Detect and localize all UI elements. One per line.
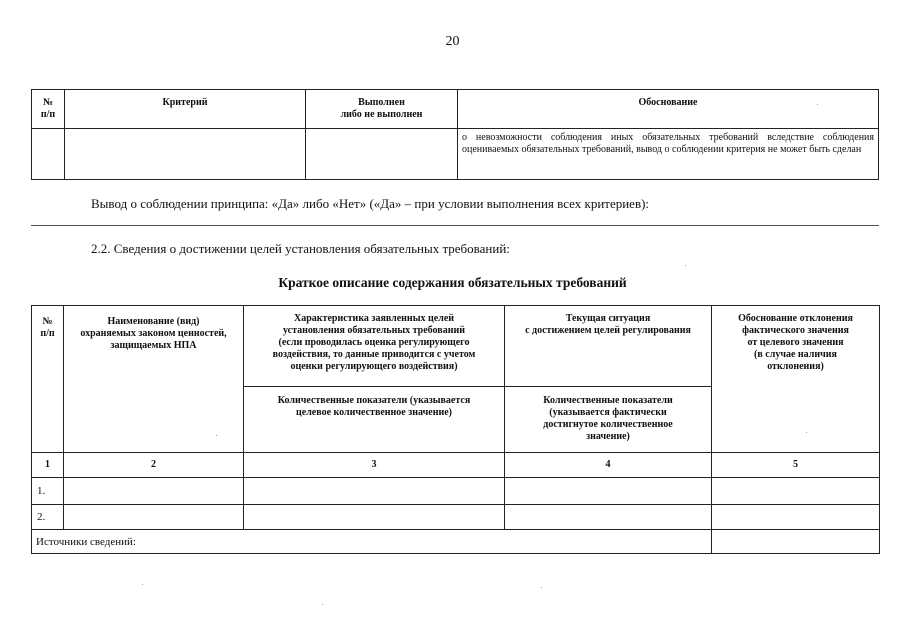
col-header-current-situation: Текущая ситуация с достижением целей регулирования bbox=[505, 306, 712, 387]
table-cell bbox=[505, 478, 712, 505]
column-number: 5 bbox=[712, 453, 880, 478]
table-cell bbox=[244, 478, 505, 505]
answer-line bbox=[31, 225, 879, 226]
row-number: 1. bbox=[32, 478, 64, 505]
scan-speck bbox=[541, 587, 542, 588]
scan-speck bbox=[216, 435, 217, 436]
scan-speck bbox=[806, 432, 807, 433]
table-cell bbox=[505, 505, 712, 530]
table-cell bbox=[244, 505, 505, 530]
col-header-number: № п/п bbox=[32, 90, 65, 129]
justification-text: о невозможности соблюдения иных обязательных требований вследствие соблюдения оцениваемых обязательных требований, вывод о соблюдении критерия не может быть сделан bbox=[458, 129, 879, 180]
column-number: 3 bbox=[244, 453, 505, 478]
table-row bbox=[32, 478, 880, 505]
scan-speck bbox=[142, 584, 143, 585]
col-header-fulfilled: Выполнен либо не выполнен bbox=[306, 90, 458, 129]
col-header-deviation-justification: Обоснование отклонения фактического значения от целевого значения (в случае наличия отклонения) bbox=[712, 306, 880, 453]
row-number: 2. bbox=[32, 505, 64, 530]
table-cell bbox=[306, 129, 458, 180]
col-header-justification: Обоснование bbox=[458, 90, 879, 129]
table-cell bbox=[712, 530, 880, 554]
table-cell bbox=[32, 129, 65, 180]
sources-label: Источники сведений: bbox=[32, 530, 712, 554]
column-number: 1 bbox=[32, 453, 64, 478]
table-row bbox=[32, 505, 880, 530]
conclusion-text: Вывод о соблюдении принципа: «Да» либо «Нет» («Да» – при условии выполнения всех критериев): bbox=[91, 196, 650, 211]
col-header-goals: Характеристика заявленных целей установления обязательных требований (если проводилась оценка регулирующего воздействия, то данные приводится с учетом оценки регулирующего воздействия) bbox=[244, 306, 505, 387]
table-title: Краткое описание содержания обязательных требований bbox=[278, 275, 627, 290]
col-header-protected-values: Наименование (вид) охраняемых законом ценностей, защищаемых НПА bbox=[64, 306, 244, 453]
table-cell bbox=[712, 478, 880, 505]
scan-speck bbox=[817, 104, 818, 105]
col-header-number: № п/п bbox=[32, 306, 64, 453]
column-number: 2 bbox=[64, 453, 244, 478]
column-number: 4 bbox=[505, 453, 712, 478]
page-number: 20 bbox=[445, 34, 460, 49]
table-cell bbox=[64, 478, 244, 505]
section-heading: 2.2. Сведения о достижении целей установления обязательных требований: bbox=[91, 241, 510, 256]
table-cell bbox=[64, 505, 244, 530]
col-header-criterion: Критерий bbox=[65, 90, 306, 129]
table-cell bbox=[712, 505, 880, 530]
table-cell bbox=[65, 129, 306, 180]
scan-speck bbox=[685, 265, 686, 266]
table-row bbox=[32, 530, 880, 554]
col-header-target-indicators: Количественные показатели (указывается целевое количественное значение) bbox=[244, 387, 505, 453]
criteria-table bbox=[31, 89, 879, 180]
scan-speck bbox=[322, 604, 323, 605]
requirements-table bbox=[31, 305, 880, 554]
col-header-actual-indicators: Количественные показатели (указывается фактически достигнутое количественное значение) bbox=[505, 387, 712, 453]
